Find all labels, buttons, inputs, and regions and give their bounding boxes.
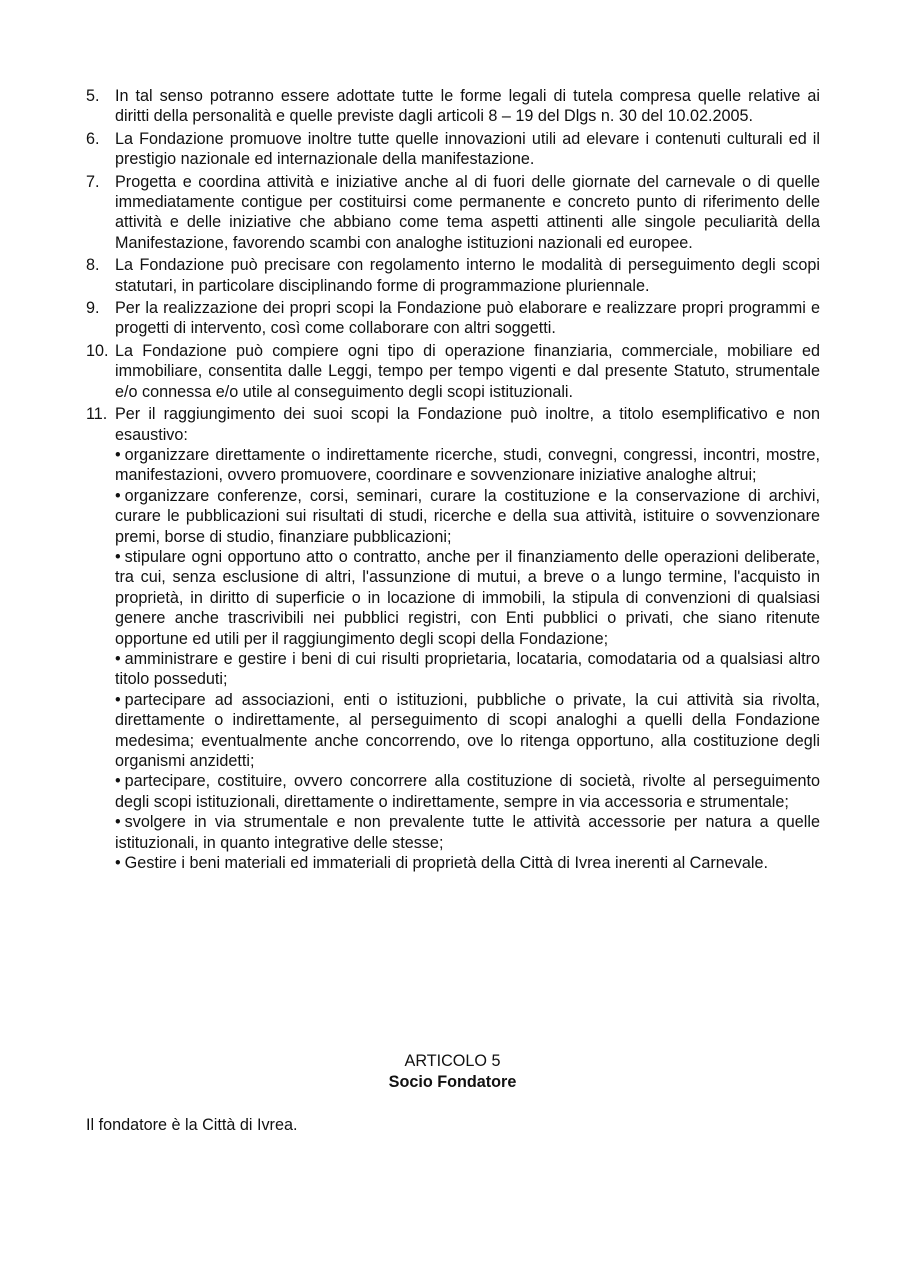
item-text: Per il raggiungimento dei suoi scopi la Fondazione può inoltre, a titolo esemplificativo e non esaustivo: bbox=[115, 405, 820, 444]
bullet-item bbox=[115, 690, 820, 772]
bullet-list bbox=[115, 445, 820, 874]
bullet-text: stipulare ogni opportuno atto o contratto, anche per il finanziamento delle operazioni deliberate, tra cui, senza esclusione di altri, l'assunzione di mutui, a breve o a lungo termine, l'acquisto in proprietà, in diritto di superficie o in locazione di immobili, la stipula di convenzioni di qualsiasi genere anche trascrivibili nei pubblici registri, con Enti pubblici o privati, che siano ritenute opportune ed utili per il raggiungimento degli scopi della Fondazione; bbox=[115, 547, 820, 648]
bullet-icon: • bbox=[115, 486, 121, 505]
item-text: Per la realizzazione dei propri scopi la Fondazione può elaborare e realizzare propri programmi e progetti di intervento, così come collaborare con altri soggetti. bbox=[115, 299, 820, 338]
bullet-text: partecipare ad associazioni, enti o istituzioni, pubbliche o private, la cui attività sia rivolta, direttamente o indirettamente, al perseguimento di scopi analoghi a quelli della Fondazione medesima; eventualmente anche concorrendo, ove lo ritenga opportuno, alla costituzione degli organismi anzidetti; bbox=[115, 690, 820, 770]
item-text: La Fondazione può compiere ogni tipo di operazione finanziaria, commerciale, mobiliare ed immobiliare, consentita dalle Leggi, tempo per tempo vigenti e dal presente Statuto, strumentale e/o connessa e/o utile al conseguimento degli scopi istituzionali. bbox=[115, 341, 820, 401]
item-number: 11. bbox=[86, 405, 108, 424]
bullet-icon: • bbox=[115, 813, 121, 832]
list-item bbox=[86, 129, 820, 170]
bullet-item bbox=[115, 853, 820, 873]
bullet-text: amministrare e gestire i beni di cui risulti proprietaria, locataria, comodataria od a qualsiasi altro titolo posseduti; bbox=[115, 649, 820, 689]
bullet-icon: • bbox=[115, 547, 121, 566]
item-number: 8. bbox=[86, 256, 100, 275]
bullet-icon: • bbox=[115, 854, 121, 873]
item-text: In tal senso potranno essere adottate tutte le forme legali di tutela compresa quelle relative ai diritti della personalità e quelle previste dagli articoli 8 – 19 del Dlgs n. 30 del 10.02.2005. bbox=[115, 87, 820, 126]
list-item bbox=[86, 255, 820, 296]
bullet-text: organizzare direttamente o indirettamente ricerche, studi, convegni, congressi, incontri, mostre, manifestazioni, ovvero promuovere, coordinare e sovvenzionare iniziative analoghe altrui; bbox=[115, 445, 820, 485]
bullet-icon: • bbox=[115, 649, 121, 668]
bullet-item bbox=[115, 547, 820, 649]
bullet-item bbox=[115, 649, 820, 690]
bullet-item bbox=[115, 486, 820, 547]
item-text: La Fondazione può precisare con regolamento interno le modalità di perseguimento degli scopi statutari, in particolare disciplinando forme di programmazione pluriennale. bbox=[115, 256, 820, 295]
article-subtitle: Socio Fondatore bbox=[388, 1073, 517, 1091]
list-item bbox=[86, 172, 820, 254]
bullet-text: svolgere in via strumentale e non prevalente tutte le attività accessorie per natura a quelle istituzionali, in quanto integrative delle stesse; bbox=[115, 813, 820, 852]
item-number: 10. bbox=[86, 341, 109, 360]
item-number: 6. bbox=[86, 129, 100, 148]
article-body bbox=[86, 86, 820, 875]
item-number: 7. bbox=[86, 172, 100, 191]
list-item bbox=[86, 404, 820, 873]
item-text: Progetta e coordina attività e iniziative anche al di fuori delle giornate del carnevale o di quelle immediatamente contigue per costituirsi come permanente e concreto punto di riferimento delle attività e delle iniziative che abbiano come tema aspetti attinenti alle singole peculiarità della Manifestazione, favorendo scambi con analoghe istituzioni nazionali ed europee. bbox=[115, 172, 820, 252]
list-item bbox=[86, 298, 820, 339]
item-number: 5. bbox=[86, 87, 100, 105]
bullet-text: organizzare conferenze, corsi, seminari, curare la costituzione e la conservazione di archivi, curare le pubblicazioni sui risultati di studi, ricerche e della sua attività, istituire o sovvenzionare premi, borse di studio, finanziare pubblicazioni; bbox=[115, 486, 820, 546]
bullet-text: partecipare, costituire, ovvero concorrere alla costituzione di società, rivolte al perseguimento degli scopi istituzionali, direttamente o indirettamente, sempre in via accessoria e strumentale; bbox=[115, 772, 820, 811]
closing-paragraph: Il fondatore è la Città di Ivrea. bbox=[86, 1116, 298, 1134]
bullet-item bbox=[115, 771, 820, 812]
numbered-list bbox=[86, 86, 820, 873]
list-item bbox=[86, 86, 820, 127]
article-title: ARTICOLO 5 bbox=[404, 1052, 501, 1070]
list-item bbox=[86, 341, 820, 402]
bullet-icon: • bbox=[115, 772, 121, 791]
item-text: La Fondazione promuove inoltre tutte quelle innovazioni utili ad elevare i contenuti culturali ed il prestigio nazionale ed internazionale della manifestazione. bbox=[115, 129, 820, 169]
bullet-icon: • bbox=[115, 445, 121, 464]
bullet-item bbox=[115, 445, 820, 486]
bullet-icon: • bbox=[115, 690, 121, 709]
item-number: 9. bbox=[86, 299, 100, 318]
bullet-item bbox=[115, 812, 820, 853]
bullet-text: Gestire i beni materiali ed immateriali di proprietà della Città di Ivrea inerenti al Carnevale. bbox=[124, 854, 768, 873]
